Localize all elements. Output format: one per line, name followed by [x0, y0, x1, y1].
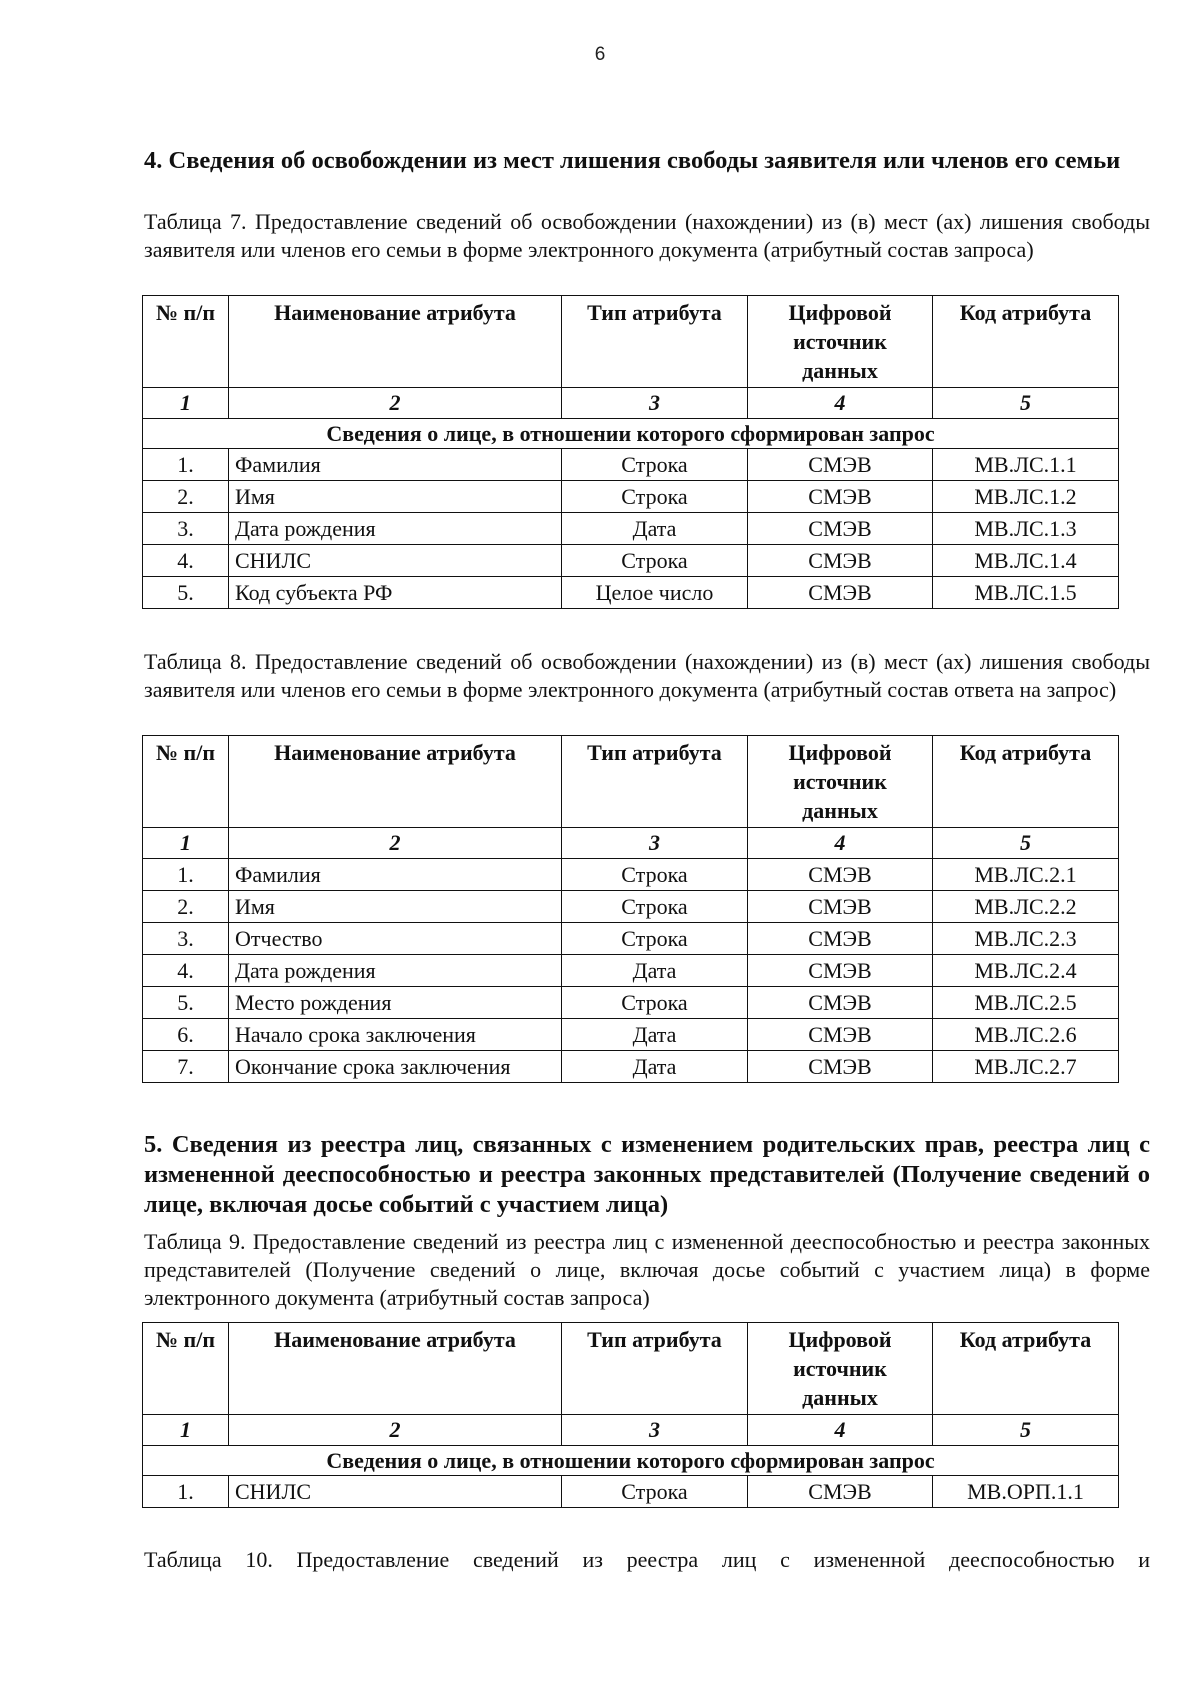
table-section-row	[143, 419, 1119, 449]
cell-type: Строка	[562, 481, 748, 513]
cell-name: Начало срока заключения	[229, 1019, 562, 1051]
table-7	[142, 295, 1119, 609]
cell-type: Дата	[562, 955, 748, 987]
cell-num: 2.	[143, 891, 229, 923]
column-number: 5	[933, 388, 1119, 419]
cell-source: СМЭВ	[748, 891, 933, 923]
cell-num: 6.	[143, 1019, 229, 1051]
header-source: Цифровой источник данных	[748, 1323, 933, 1415]
header-type: Тип атрибута	[562, 736, 748, 828]
table-10-caption: Таблица 10. Предоставление сведений из реестра лиц с измененной дееспособностью и	[144, 1547, 1150, 1572]
header-source: Цифровой источник данных	[748, 296, 933, 388]
table-row	[143, 923, 1119, 955]
section-5-heading: 5. Сведения из реестра лиц, связанных с изменением родительских прав, реестра лиц с измененной дееспособностью и реестра законных представителей (Получение сведений о лице, включая досье событий с участием лица)	[144, 1131, 1150, 1218]
column-number: 5	[933, 1415, 1119, 1446]
table-row	[143, 449, 1119, 481]
header-num: № п/п	[143, 1323, 229, 1415]
cell-source: СМЭВ	[748, 859, 933, 891]
header-name: Наименование атрибута	[229, 1323, 562, 1415]
column-number-row	[143, 388, 1119, 419]
cell-num: 4.	[143, 545, 229, 577]
column-number: 3	[562, 828, 748, 859]
cell-num: 3.	[143, 513, 229, 545]
cell-num: 7.	[143, 1051, 229, 1083]
cell-source: СМЭВ	[748, 545, 933, 577]
cell-code: МВ.ЛС.2.4	[933, 955, 1119, 987]
cell-source: СМЭВ	[748, 1019, 933, 1051]
header-code: Код атрибута	[933, 1323, 1119, 1415]
cell-code: МВ.ЛС.2.2	[933, 891, 1119, 923]
cell-code: МВ.ЛС.2.7	[933, 1051, 1119, 1083]
cell-type: Строка	[562, 1476, 748, 1508]
cell-name: СНИЛС	[229, 1476, 562, 1508]
cell-code: МВ.ЛС.2.6	[933, 1019, 1119, 1051]
table-row	[143, 891, 1119, 923]
column-number: 3	[562, 1415, 748, 1446]
cell-name: Дата рождения	[229, 513, 562, 545]
cell-type: Дата	[562, 1051, 748, 1083]
cell-code: МВ.ЛС.2.1	[933, 859, 1119, 891]
cell-num: 1.	[143, 1476, 229, 1508]
table-header-row	[143, 736, 1119, 828]
cell-name: Дата рождения	[229, 955, 562, 987]
cell-code: МВ.ЛС.2.5	[933, 987, 1119, 1019]
cell-source: СМЭВ	[748, 955, 933, 987]
header-num: № п/п	[143, 296, 229, 388]
section-row-label: Сведения о лице, в отношении которого сформирован запрос	[143, 419, 1119, 449]
page-number: 6	[594, 44, 606, 65]
cell-type: Строка	[562, 449, 748, 481]
table-row	[143, 1019, 1119, 1051]
cell-code: МВ.ЛС.1.5	[933, 577, 1119, 609]
section-row-label: Сведения о лице, в отношении которого сформирован запрос	[143, 1446, 1119, 1476]
table-row	[143, 545, 1119, 577]
column-number: 2	[229, 1415, 562, 1446]
column-number-row	[143, 828, 1119, 859]
header-type: Тип атрибута	[562, 1323, 748, 1415]
cell-name: Место рождения	[229, 987, 562, 1019]
cell-source: СМЭВ	[748, 449, 933, 481]
column-number: 2	[229, 828, 562, 859]
cell-num: 4.	[143, 955, 229, 987]
cell-source: СМЭВ	[748, 481, 933, 513]
header-code: Код атрибута	[933, 736, 1119, 828]
cell-name: Окончание срока заключения	[229, 1051, 562, 1083]
cell-type: Строка	[562, 923, 748, 955]
table-header-row	[143, 1323, 1119, 1415]
column-number: 1	[143, 388, 229, 419]
cell-code: МВ.ЛС.1.4	[933, 545, 1119, 577]
cell-code: МВ.ЛС.2.3	[933, 923, 1119, 955]
table-row	[143, 481, 1119, 513]
table-row	[143, 859, 1119, 891]
column-number: 1	[143, 1415, 229, 1446]
column-number: 3	[562, 388, 748, 419]
cell-type: Дата	[562, 1019, 748, 1051]
header-name: Наименование атрибута	[229, 736, 562, 828]
table-8-caption: Таблица 8. Предоставление сведений об освобождении (нахождении) из (в) мест (ах) лишения свободы заявителя или членов его семьи в форме электронного документа (атрибутный состав ответа на запрос)	[144, 649, 1150, 702]
cell-type: Дата	[562, 513, 748, 545]
table-section-row	[143, 1446, 1119, 1476]
cell-source: СМЭВ	[748, 987, 933, 1019]
cell-name: Фамилия	[229, 859, 562, 891]
header-source: Цифровой источник данных	[748, 736, 933, 828]
table-7-caption: Таблица 7. Предоставление сведений об освобождении (нахождении) из (в) мест (ах) лишения свободы заявителя или членов его семьи в форме электронного документа (атрибутный состав запроса)	[144, 209, 1150, 262]
cell-name: Фамилия	[229, 449, 562, 481]
cell-type: Строка	[562, 545, 748, 577]
cell-source: СМЭВ	[748, 513, 933, 545]
cell-num: 3.	[143, 923, 229, 955]
header-type: Тип атрибута	[562, 296, 748, 388]
cell-num: 1.	[143, 449, 229, 481]
cell-source: СМЭВ	[748, 923, 933, 955]
cell-source: СМЭВ	[748, 1051, 933, 1083]
cell-type: Целое число	[562, 577, 748, 609]
cell-source: СМЭВ	[748, 1476, 933, 1508]
table-row	[143, 955, 1119, 987]
cell-num: 5.	[143, 577, 229, 609]
table-9	[142, 1322, 1119, 1508]
section-4-heading: 4. Сведения об освобождении из мест лишения свободы заявителя или членов его семьи	[144, 147, 1121, 174]
table-row	[143, 577, 1119, 609]
column-number: 4	[748, 388, 933, 419]
table-8	[142, 735, 1119, 1083]
cell-name: Имя	[229, 891, 562, 923]
column-number: 1	[143, 828, 229, 859]
cell-name: СНИЛС	[229, 545, 562, 577]
table-row	[143, 1051, 1119, 1083]
column-number: 2	[229, 388, 562, 419]
cell-num: 1.	[143, 859, 229, 891]
table-row	[143, 987, 1119, 1019]
cell-code: МВ.ЛС.1.1	[933, 449, 1119, 481]
header-name: Наименование атрибута	[229, 296, 562, 388]
table-9-caption: Таблица 9. Предоставление сведений из реестра лиц с измененной дееспособностью и реестра законных представителей (Получение сведений о лице, включая досье событий с участием лица) в форме электронного документа (атрибутный состав запроса)	[144, 1229, 1150, 1310]
cell-name: Отчество	[229, 923, 562, 955]
table-row	[143, 1476, 1119, 1508]
cell-type: Строка	[562, 987, 748, 1019]
table-row	[143, 513, 1119, 545]
cell-code: МВ.ЛС.1.3	[933, 513, 1119, 545]
header-code: Код атрибута	[933, 296, 1119, 388]
cell-name: Код субъекта РФ	[229, 577, 562, 609]
table-header-row	[143, 296, 1119, 388]
cell-type: Строка	[562, 891, 748, 923]
header-num: № п/п	[143, 736, 229, 828]
cell-type: Строка	[562, 859, 748, 891]
cell-code: МВ.ЛС.1.2	[933, 481, 1119, 513]
cell-name: Имя	[229, 481, 562, 513]
column-number: 4	[748, 1415, 933, 1446]
cell-num: 5.	[143, 987, 229, 1019]
cell-code: МВ.ОРП.1.1	[933, 1476, 1119, 1508]
cell-num: 2.	[143, 481, 229, 513]
column-number: 5	[933, 828, 1119, 859]
cell-source: СМЭВ	[748, 577, 933, 609]
column-number-row	[143, 1415, 1119, 1446]
column-number: 4	[748, 828, 933, 859]
